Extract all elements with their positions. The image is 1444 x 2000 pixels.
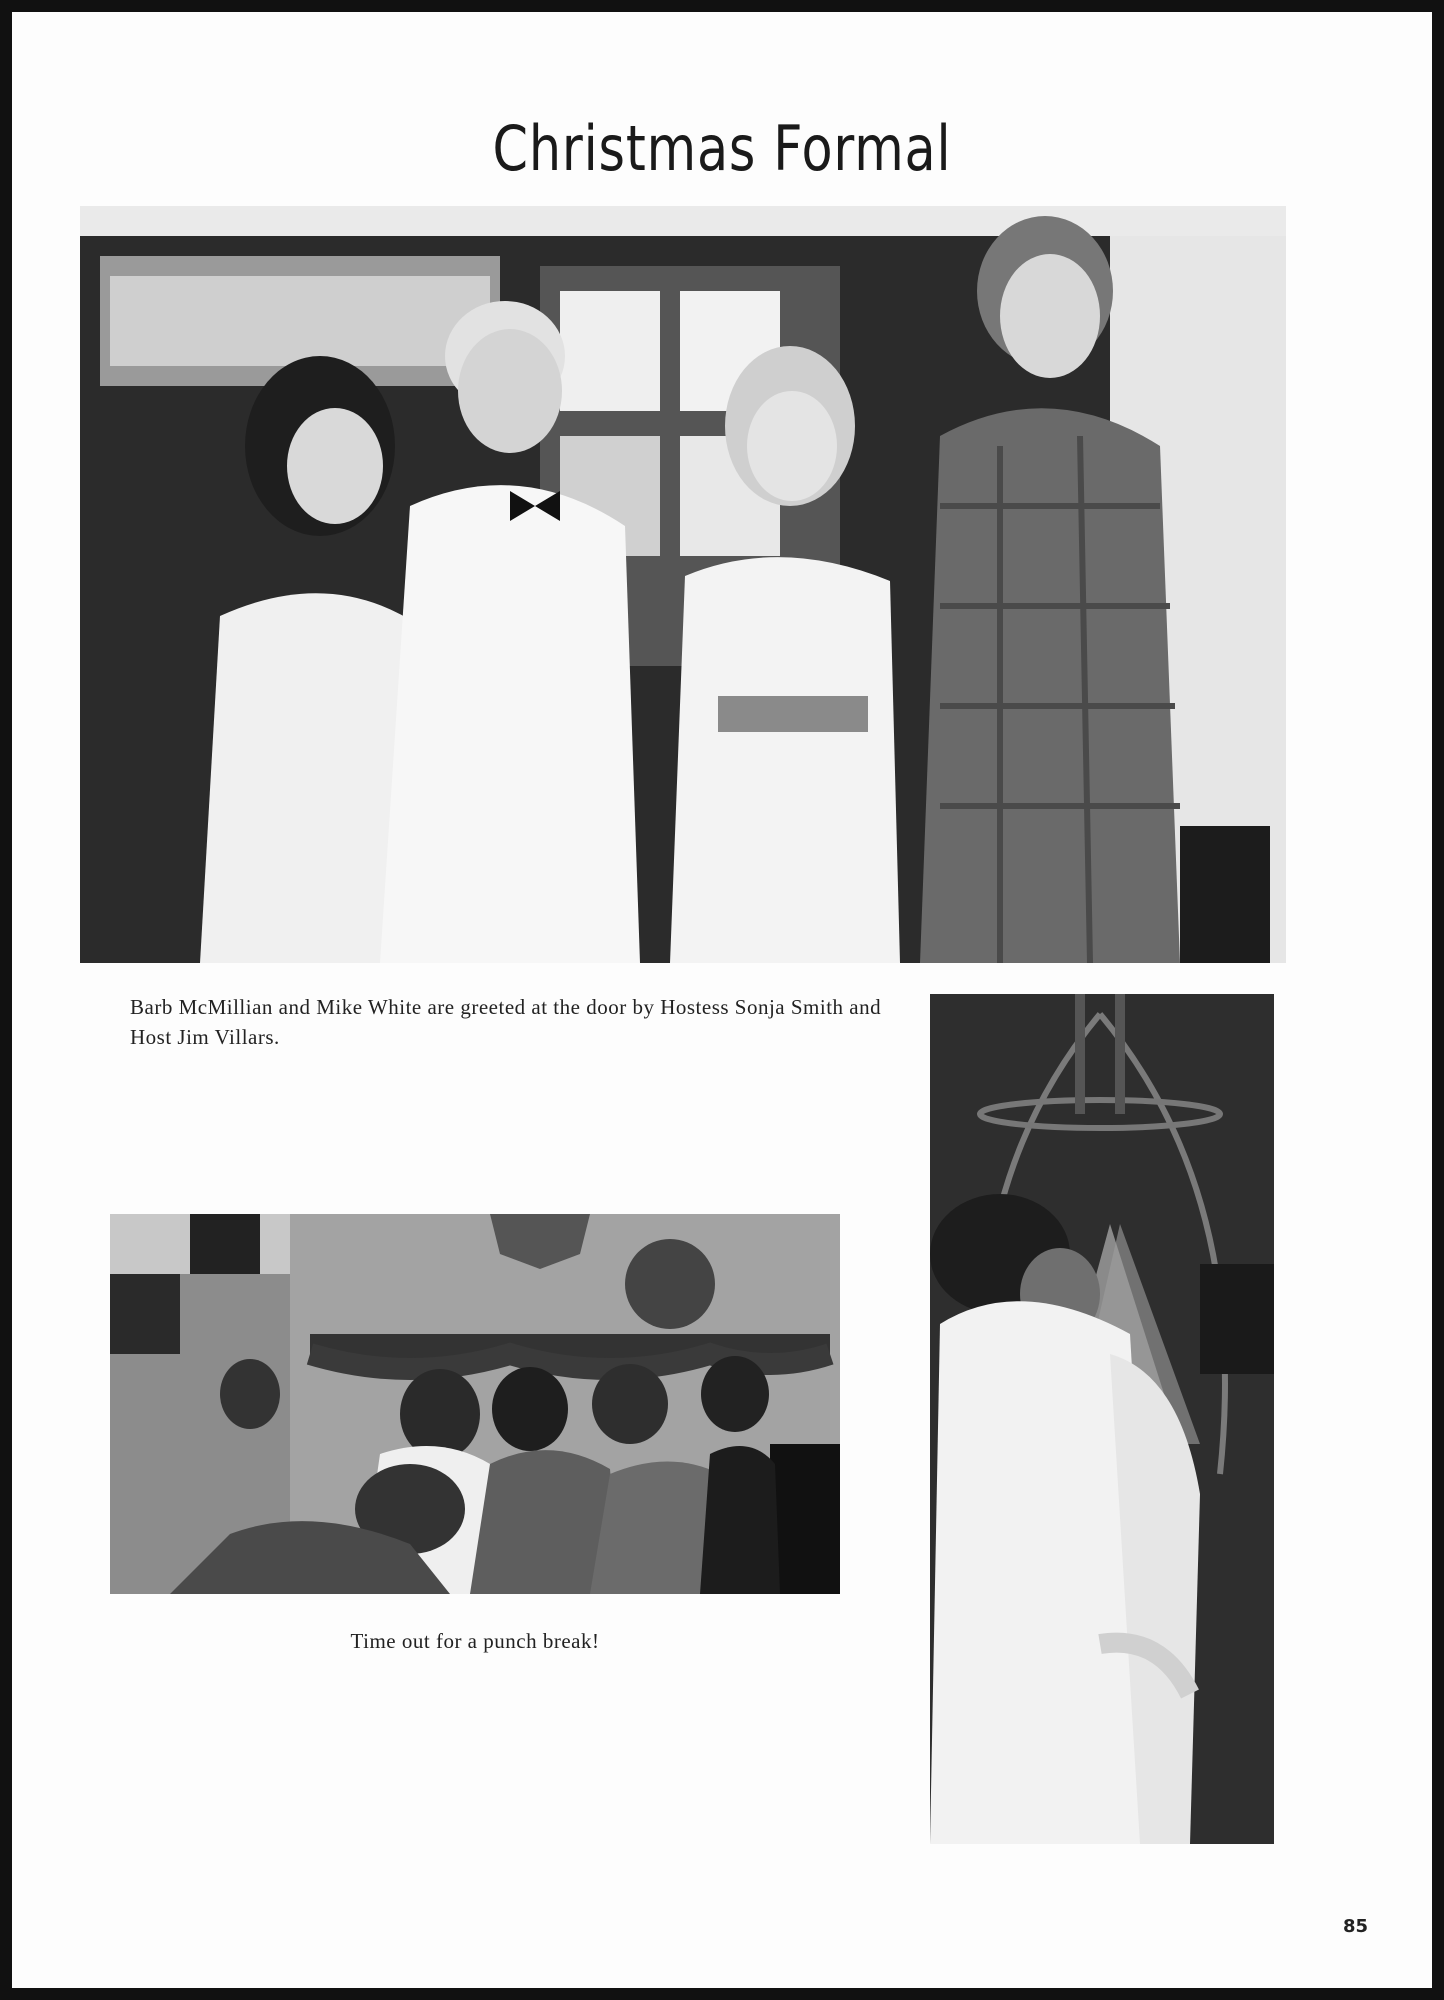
dancing-couple-photo bbox=[930, 994, 1274, 1844]
greeting-photo bbox=[80, 206, 1286, 963]
punch-break-photo bbox=[110, 1214, 840, 1594]
page-title: Christmas Formal bbox=[492, 112, 952, 185]
yearbook-page bbox=[12, 12, 1432, 1988]
punch-break-photo-caption: Time out for a punch break! bbox=[350, 1629, 600, 1653]
page-number: 85 bbox=[1342, 1916, 1368, 1937]
greeting-photo-caption: Barb McMillian and Mike White are greeted at the door by Hostess Sonja Smith and Host Jim Villars. bbox=[130, 995, 882, 1049]
